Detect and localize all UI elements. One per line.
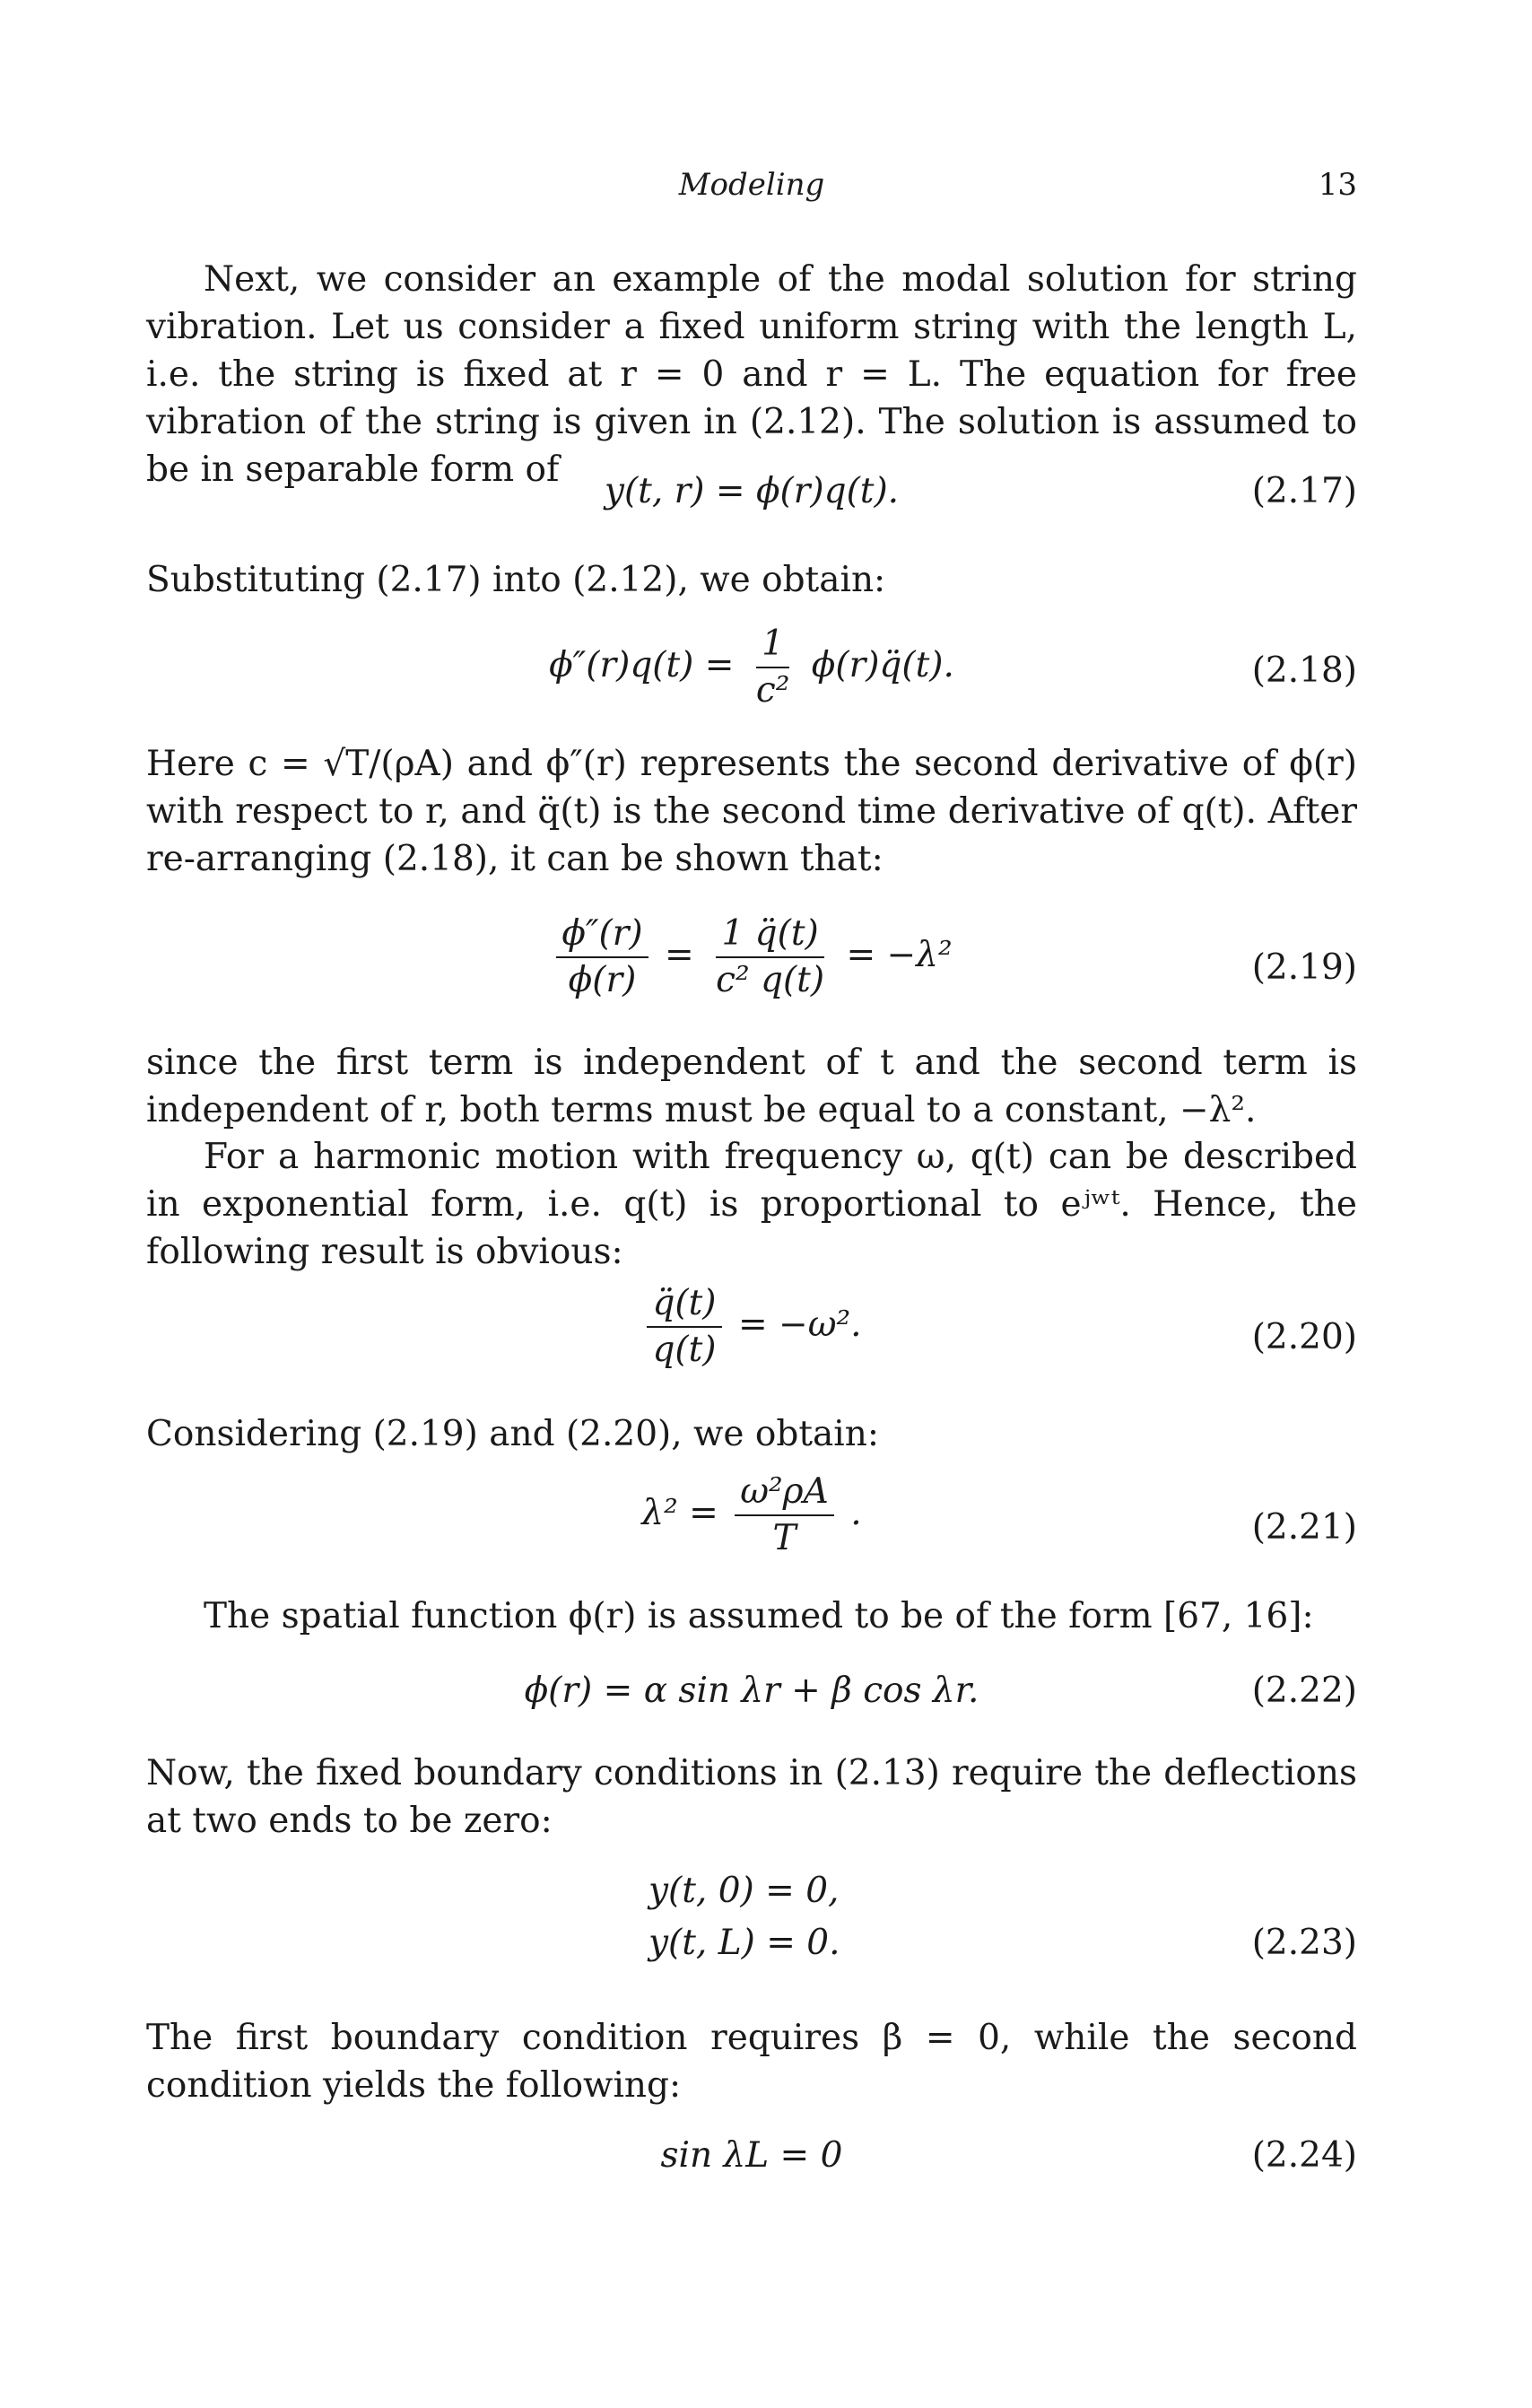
page-number: 13 bbox=[1318, 167, 1357, 203]
equation-2-20 bbox=[146, 1283, 1357, 1391]
paragraph-here-c: Here c = √T/(ρA) and ϕ″(r) represents the second derivative of ϕ(r) with respect to r, and q̈(t) is the second time derivative of q(t). After re-arranging (2.18), it can be shown that: bbox=[146, 744, 1357, 879]
equation-rhs: = −ω². bbox=[737, 1304, 862, 1345]
paragraph-spatial: The spatial function ϕ(r) is assumed to be of the form [67, 16]: bbox=[204, 1596, 1314, 1636]
equation-rhs: ϕ(r)q̈(t). bbox=[811, 645, 954, 685]
equation-number: (2.21) bbox=[1251, 1507, 1357, 1548]
fraction-numerator: ϕ″(r) bbox=[556, 913, 648, 958]
equation-2-24 bbox=[146, 2135, 1357, 2186]
paragraph-considering: Considering (2.19) and (2.20), we obtain: bbox=[146, 1414, 879, 1454]
fraction-denominator: T bbox=[772, 1518, 796, 1558]
equation-number: (2.23) bbox=[1251, 1923, 1357, 1963]
equation-number: (2.17) bbox=[1251, 471, 1357, 511]
fraction-numerator: 1 bbox=[756, 624, 789, 668]
equation-2-23 bbox=[146, 1871, 1357, 1978]
page-header bbox=[146, 167, 1357, 210]
equation-number: (2.18) bbox=[1251, 650, 1357, 691]
equation-body: y(t, r) = ϕ(r)q(t). bbox=[604, 471, 900, 511]
equation-2-18 bbox=[146, 624, 1357, 722]
equation-number: (2.20) bbox=[1251, 1317, 1357, 1357]
paragraph-substituting: Substituting (2.17) into (2.12), we obtain: bbox=[146, 560, 886, 600]
fraction-denominator: c² bbox=[755, 670, 790, 711]
fraction-denominator: c² q(t) bbox=[716, 960, 825, 1000]
fraction-denominator: q(t) bbox=[652, 1330, 717, 1370]
equation-number: (2.22) bbox=[1251, 1671, 1357, 1711]
equation-2-19 bbox=[146, 913, 1357, 1021]
equals-sign: = bbox=[665, 935, 694, 975]
equation-body: sin λL = 0 bbox=[660, 2135, 843, 2176]
equation-body: ϕ(r) = α sin λr + β cos λr. bbox=[524, 1671, 979, 1711]
equation-line-1: y(t, 0) = 0, bbox=[648, 1871, 840, 1911]
fraction-denominator: ϕ(r) bbox=[568, 960, 637, 1000]
fraction-numerator: 1 q̈(t) bbox=[716, 913, 823, 958]
running-head: Modeling bbox=[678, 167, 825, 203]
fraction-numerator: q̈(t) bbox=[647, 1283, 721, 1328]
paragraph-harmonic: For a harmonic motion with frequency ω, q(t) can be described in exponential form, i.e. q(t) is proportional to eʲʷᵗ. Hence, the following result is obvious: bbox=[146, 1137, 1357, 1272]
equation-line-2: y(t, L) = 0. bbox=[648, 1923, 840, 1963]
equation-lhs: ϕ″(r)q(t) = bbox=[549, 645, 735, 685]
fraction-numerator: ω²ρA bbox=[735, 1471, 834, 1516]
paragraph-first-boundary: The first boundary condition requires β = 0, while the second condition yields the following: bbox=[146, 2018, 1357, 2106]
equation-2-17 bbox=[146, 471, 1357, 521]
paragraph-intro: Next, we consider an example of the modal solution for string vibration. Let us consider a fixed uniform string with the length L, i.e. the string is fixed at r = 0 and r = L. The equation for free vibration of the string is given in (2.12). The solution is assumed to be in separable form of bbox=[146, 259, 1357, 490]
paragraph-boundary: Now, the fixed boundary conditions in (2.13) require the deflections at two ends to be zero: bbox=[146, 1753, 1357, 1841]
equation-2-21 bbox=[146, 1471, 1357, 1579]
equation-2-22 bbox=[146, 1671, 1357, 1721]
equation-lhs: λ² = bbox=[641, 1493, 718, 1533]
equation-number: (2.24) bbox=[1251, 2135, 1357, 2176]
paragraph-since: since the first term is independent of t and the second term is independent of r, both terms must be equal to a constant, −λ². bbox=[146, 1043, 1357, 1130]
equation-rhs: = −λ² bbox=[846, 935, 953, 975]
equation-number: (2.19) bbox=[1251, 947, 1357, 988]
equation-rhs: . bbox=[850, 1493, 862, 1533]
